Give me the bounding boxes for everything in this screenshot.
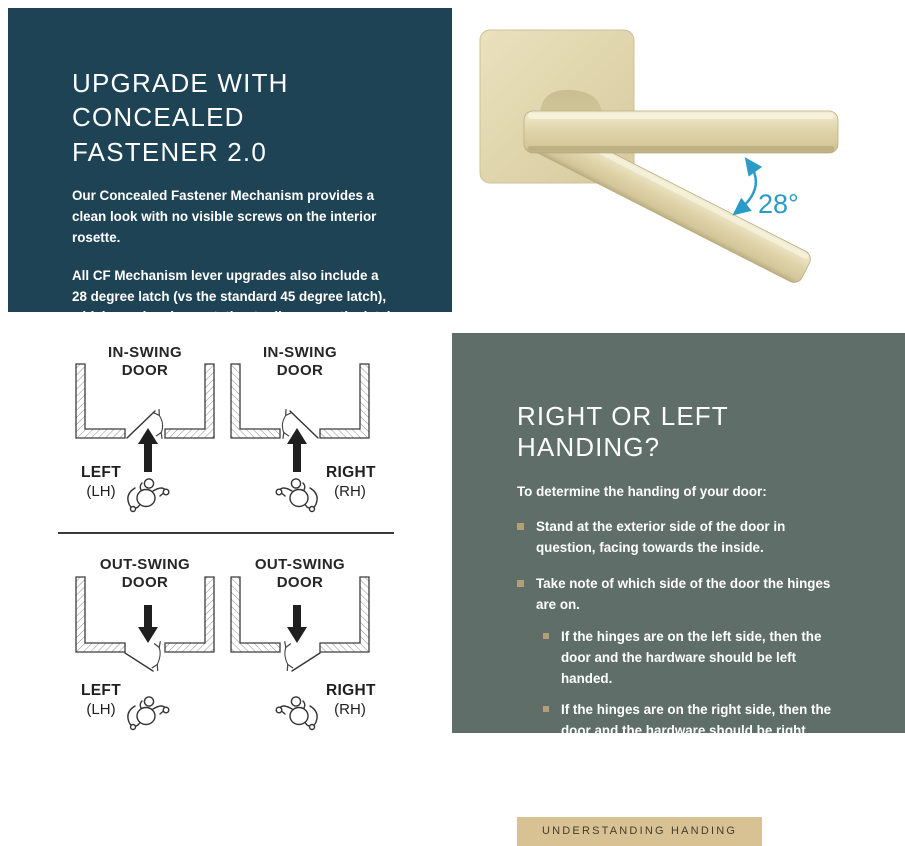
upgrade-title	[72, 66, 396, 169]
outswing-right-plan-icon	[230, 575, 370, 675]
upgrade-paragraph-2: All CF Mechanism lever upgrades also include a 28 degree latch (vs the standard 45 degree latch), which requires less rotation to disengage the latch and open a door when compared to standard latches.	[72, 267, 395, 367]
upgrade-title-line2: FASTENER 2.0	[72, 136, 268, 167]
diagram-divider	[58, 532, 394, 534]
inswing-right-plan-icon	[230, 362, 370, 474]
lever-closed-position	[524, 111, 838, 153]
understanding-handing-button[interactable]: UNDERSTANDING HANDING	[517, 817, 762, 846]
hand-label: RIGHT (RH)	[326, 464, 376, 500]
diagram-labels	[230, 464, 376, 528]
upgrade-title-line1: UPGRADE WITH CONCEALED	[72, 68, 289, 133]
bullet-text: Take note of which side of the door the hinges are on.	[536, 575, 831, 612]
diagram-title: IN-SWING DOOR	[262, 344, 338, 379]
diagram-outswing-left	[75, 556, 215, 746]
sub-bullet-right-hinges	[543, 700, 845, 763]
sub-bullet-left-hinges	[543, 627, 845, 690]
handing-panel	[452, 333, 905, 838]
angle-arc-arrow	[738, 163, 756, 211]
diagram-labels	[75, 464, 215, 528]
bullet-hinge-side	[517, 574, 845, 616]
bullet-square-icon	[543, 633, 549, 639]
diagram-title: OUT-SWING DOOR	[254, 556, 346, 591]
handing-title: RIGHT OR LEFT HANDING?	[517, 401, 729, 462]
angle-label: 28°	[758, 189, 799, 219]
bullet-square-icon	[543, 706, 549, 712]
bullet-text: Stand at the exterior side of the door in question, facing towards the inside.	[536, 519, 786, 556]
learn-more-text: Learn more about handing here:	[517, 786, 723, 802]
lever-figure	[452, 0, 905, 320]
hand-label: LEFT (LH)	[81, 682, 121, 718]
diagram-title: OUT-SWING DOOR	[99, 556, 191, 591]
bullet-text: If the hinges are on the left side, then the door and the hardware should be left handed.	[561, 628, 822, 686]
person-icon	[123, 692, 171, 734]
inswing-left-plan-icon	[75, 362, 215, 474]
hand-label: RIGHT (RH)	[326, 682, 376, 718]
upgrade-paragraph-1: Our Concealed Fastener Mechanism provides a clean look with no visible screws on the interior rosette.	[72, 187, 377, 245]
outswing-left-plan-icon	[75, 575, 215, 675]
person-icon	[274, 692, 322, 734]
diagram-outswing-right	[230, 556, 376, 746]
person-icon	[123, 474, 171, 516]
diagram-labels	[230, 682, 376, 746]
diagram-inswing-left	[75, 344, 215, 534]
bullet-square-icon	[517, 523, 524, 530]
hand-label: LEFT (LH)	[81, 464, 121, 500]
person-icon	[274, 474, 322, 516]
diagram-inswing-right	[230, 344, 376, 534]
handing-intro: To determine the handing of your door:	[517, 484, 767, 499]
diagram-labels	[75, 682, 215, 746]
bullet-stand-exterior	[517, 517, 845, 559]
lever-illustration	[452, 0, 905, 320]
diagram-title: IN-SWING DOOR	[107, 344, 183, 379]
bullet-text: If the hinges are on the right side, then the door and the hardware should be right handed.	[561, 702, 832, 760]
handing-diagrams	[30, 330, 430, 747]
bullet-square-icon	[517, 580, 524, 587]
